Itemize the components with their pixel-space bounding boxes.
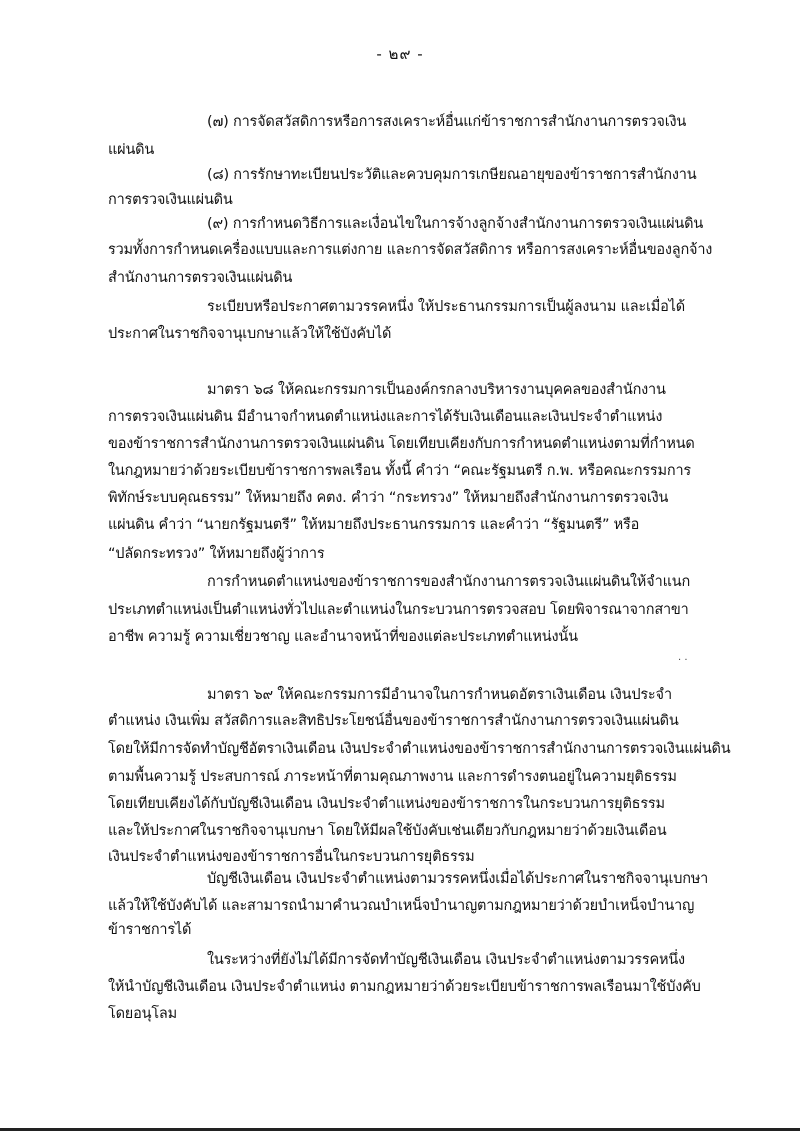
- text-line: แผ่นดิน คำว่า “นายกรัฐมนตรี” ให้หมายถึงประธานกรรมการ และคำว่า “รัฐมนตรี” หรือ: [108, 517, 640, 533]
- text-line: รวมทั้งการกำหนดเครื่องแบบและการแต่งกาย และการจัดสวัสดิการ หรือการสงเคราะห์อื่นของลูกจ้าง: [108, 242, 713, 258]
- text-line: ในระหว่างที่ยังไม่ได้มีการจัดทำบัญชีเงินเดือน เงินประจำตำแหน่งตามวรรคหนึ่ง: [207, 952, 685, 968]
- speck: · ·: [678, 655, 688, 666]
- text-line: พิทักษ์ระบบคุณธรรม” ให้หมายถึง คตง. คำว่า “กระทรวง” ให้หมายถึงสำนักงานการตรวจเงิน: [108, 490, 669, 506]
- text-line: ของข้าราชการสำนักงานการตรวจเงินแผ่นดิน โดยเทียบเคียงกับการกำหนดตำแหน่งตามที่กำหนด: [108, 436, 695, 452]
- text-line: “ปลัดกระทรวง” ให้หมายถึงผู้ว่าการ: [108, 546, 325, 562]
- text-line: ตามพื้นความรู้ ประสบการณ์ ภาระหน้าที่ตามคุณภาพงาน และการดำรงตนอยู่ในความยุติธรรม: [108, 769, 677, 785]
- text-line: โดยให้มีการจัดทำบัญชีอัตราเงินเดือน เงินประจำตำแหน่งของข้าราชการสำนักงานการตรวจเงินแผ่นดิน: [108, 741, 731, 757]
- page-number: - ๒๙ -: [376, 45, 424, 63]
- text-line: การตรวจเงินแผ่นดิน: [108, 192, 233, 208]
- text-line: การกำหนดตำแหน่งของข้าราชการของสำนักงานการตรวจเงินแผ่นดินให้จำแนก: [207, 574, 691, 590]
- text-line: การตรวจเงินแผ่นดิน มีอำนาจกำหนดตำแหน่งและการได้รับเงินเดือนและเงินประจำตำแหน่ง: [108, 409, 663, 425]
- text-line: โดยเทียบเคียงได้กับบัญชีเงินเดือน เงินประจำตำแหน่งของข้าราชการในกระบวนการยุติธรรม: [108, 796, 665, 812]
- text-line: ระเบียบหรือประกาศตามวรรคหนึ่ง ให้ประธานกรรมการเป็นผู้ลงนาม และเมื่อได้: [207, 299, 685, 315]
- text-line: ประกาศในราชกิจจานุเบกษาแล้วให้ใช้บังคับได้: [108, 326, 392, 342]
- text-line: แผ่นดิน: [108, 142, 155, 158]
- text-line: ข้าราชการได้: [108, 922, 192, 938]
- text-line: (๘) การรักษาทะเบียนประวัติและควบคุมการเกษียณอายุของข้าราชการสำนักงาน: [207, 167, 697, 183]
- text-line: และให้ประกาศในราชกิจจานุเบกษา โดยให้มีผลใช้บังคับเช่นเดียวกับกฎหมายว่าด้วยเงินเดือน: [108, 823, 667, 839]
- text-line: เงินประจำตำแหน่งของข้าราชการอื่นในกระบวนการยุติธรรม: [108, 849, 475, 865]
- text-line: แล้วให้ใช้บังคับได้ และสามารถนำมาคำนวณบำเหน็จบำนาญตามกฎหมายว่าด้วยบำเหน็จบำนาญ: [108, 898, 695, 914]
- text-line: สำนักงานการตรวจเงินแผ่นดิน: [108, 270, 293, 286]
- text-line: ประเภทตำแหน่งเป็นตำแหน่งทั่วไปและตำแหน่งในกระบวนการตรวจสอบ โดยพิจารณาจากสาขา: [108, 602, 689, 618]
- text-line: มาตรา ๖๙ ให้คณะกรรมการมีอำนาจในการกำหนดอัตราเงินเดือน เงินประจำ: [207, 687, 672, 703]
- text-line: ในกฎหมายว่าด้วยระเบียบข้าราชการพลเรือน ทั้งนี้ คำว่า “คณะรัฐมนตรี ก.พ. หรือคณะกรรมการ: [108, 463, 691, 479]
- text-line: ตำแหน่ง เงินเพิ่ม สวัสดิการและสิทธิประโยชน์อื่นของข้าราชการสำนักงานการตรวจเงินแผ่นดิน: [108, 713, 679, 729]
- text-line: ให้นำบัญชีเงินเดือน เงินประจำตำแหน่ง ตามกฎหมายว่าด้วยระเบียบข้าราชการพลเรือนมาใช้บังคับ: [108, 979, 701, 995]
- text-line: (๙) การกำหนดวิธีการและเงื่อนไขในการจ้างลูกจ้างสำนักงานการตรวจเงินแผ่นดิน: [207, 216, 704, 232]
- text-line: โดยอนุโลม: [108, 1006, 177, 1022]
- text-line: มาตรา ๖๘ ให้คณะกรรมการเป็นองค์กรกลางบริหารงานบุคคลของสำนักงาน: [207, 382, 666, 398]
- text-line: บัญชีเงินเดือน เงินประจำตำแหน่งตามวรรคหนึ่งเมื่อได้ประกาศในราชกิจจานุเบกษา: [207, 871, 709, 887]
- text-line: อาชีพ ความรู้ ความเชี่ยวชาญ และอำนาจหน้าที่ของแต่ละประเภทตำแหน่งนั้น: [108, 629, 578, 645]
- text-line: (๗) การจัดสวัสดิการหรือการสงเคราะห์อื่นแก่ข้าราชการสำนักงานการตรวจเงิน: [207, 114, 687, 130]
